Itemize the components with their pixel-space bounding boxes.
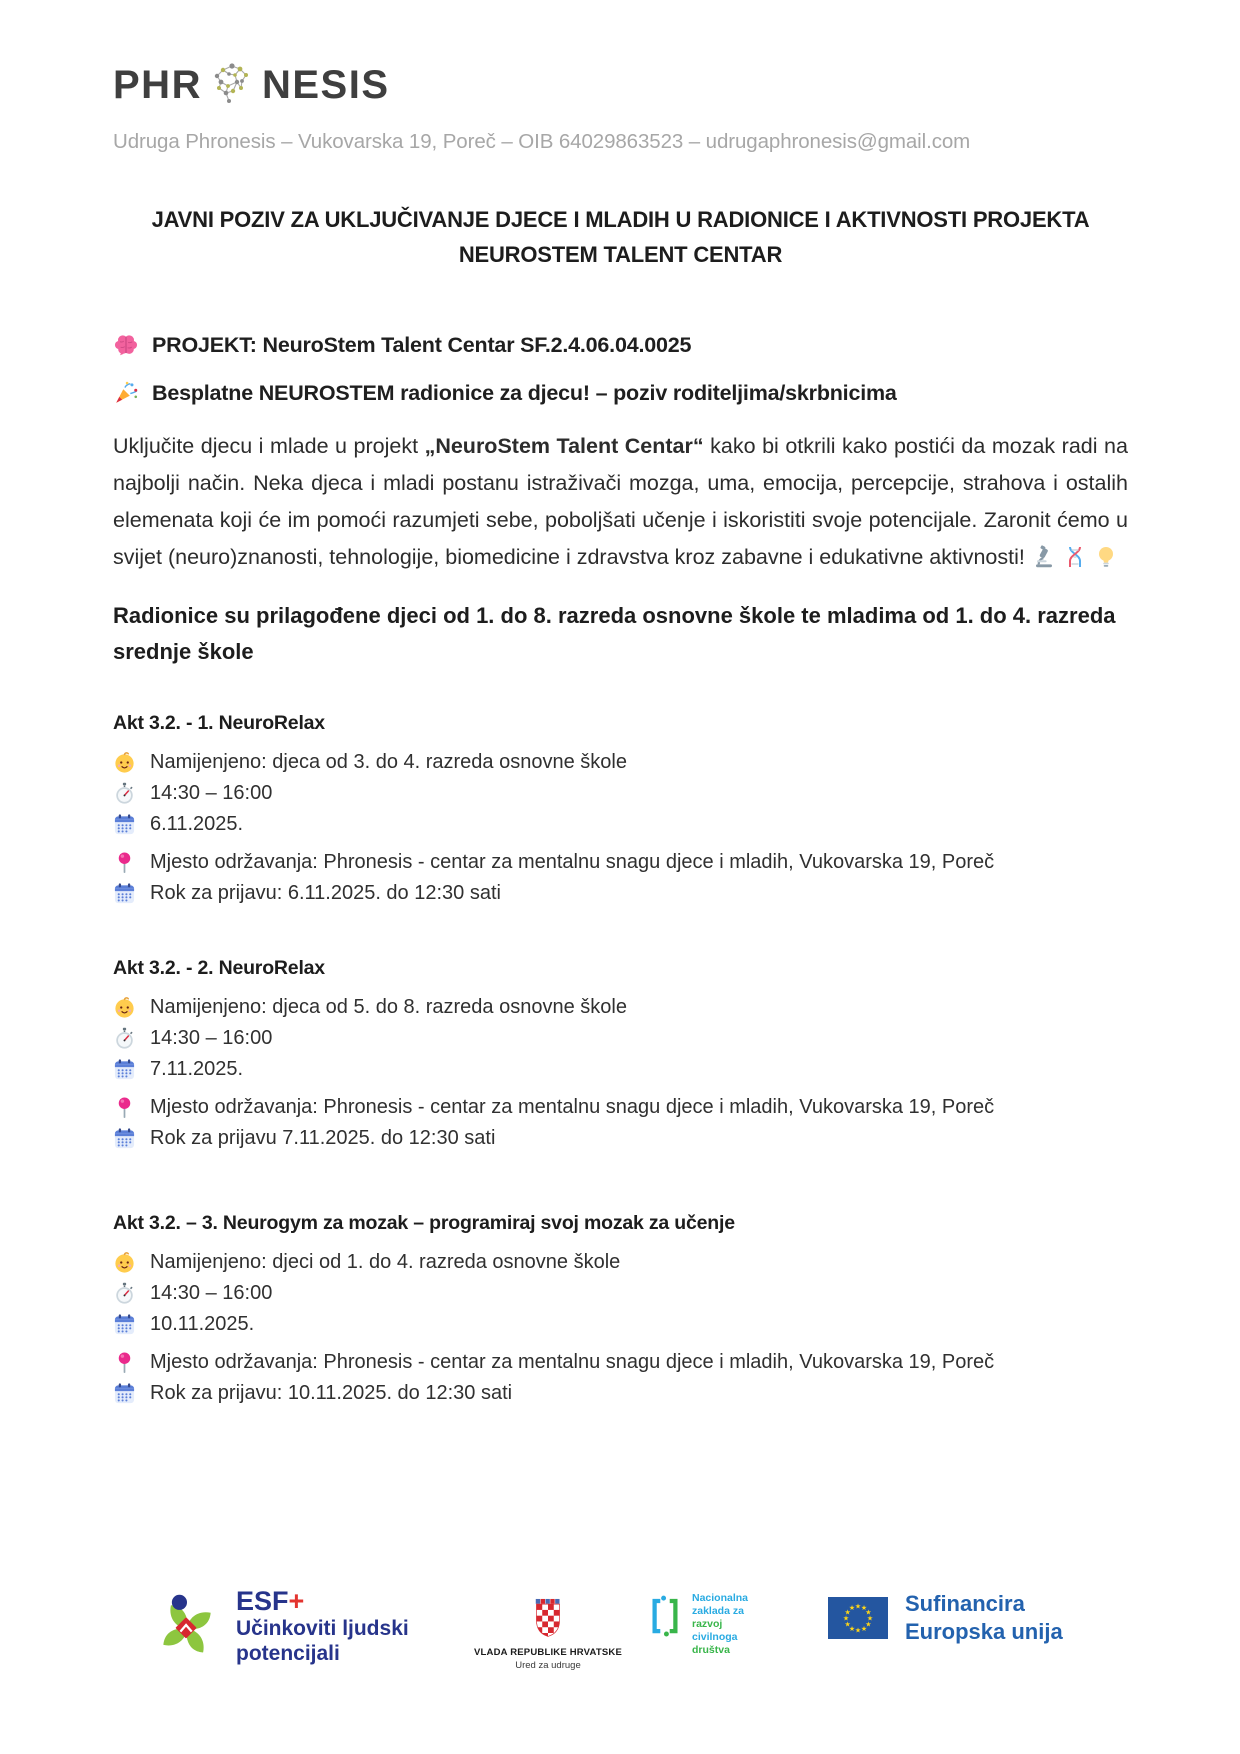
government-name: VLADA REPUBLIKE HRVATSKE <box>473 1647 622 1658</box>
activity-title: Akt 3.2. - 1. NeuroRelax <box>113 711 325 734</box>
audience-row <box>113 996 1128 1019</box>
stopwatch-icon <box>113 1027 136 1050</box>
esf-logo-block <box>152 1586 409 1666</box>
esf-tagline-2: potencijali <box>236 1642 340 1665</box>
stopwatch-icon <box>113 1282 136 1305</box>
time-text: 14:30 – 16:00 <box>150 1281 273 1304</box>
audience-text: Namijenjeno: djeca od 5. do 8. razreda osnovne škole <box>150 995 627 1018</box>
deadline-row <box>113 1382 1128 1405</box>
audience-text: Namijenjeno: djeci od 1. do 4. razreda osnovne škole <box>150 1250 621 1273</box>
time-text: 14:30 – 16:00 <box>150 781 273 804</box>
time-row <box>113 1027 1128 1050</box>
deadline-text: Rok za prijavu 7.11.2025. do 12:30 sati <box>150 1126 496 1149</box>
svg-text:★: ★ <box>854 1626 862 1635</box>
brain-icon <box>113 332 139 358</box>
round-pushpin-icon <box>113 851 136 874</box>
svg-text:★: ★ <box>854 1602 862 1611</box>
esf-letters: ESF <box>236 1586 289 1616</box>
location-text: Mjesto održavanja: Phronesis - centar za mentalnu snagu djece i mladih, Vukovarska 19, Poreč <box>150 850 995 873</box>
deadline-text: Rok za prijavu: 6.11.2025. do 12:30 sati <box>150 881 501 904</box>
deadline-row <box>113 882 1128 905</box>
svg-text:★: ★ <box>865 1608 872 1617</box>
foundation-line-1: Nacionalna <box>692 1592 749 1604</box>
eu-flag-icon <box>828 1597 888 1639</box>
foundation-line-5: društva <box>692 1644 730 1656</box>
workshops-subheading-text: Besplatne NEUROSTEM radionice za djecu! – poziv roditeljima/skrbnicima <box>152 380 897 405</box>
svg-text:★: ★ <box>842 1614 850 1623</box>
time-row <box>113 1282 1128 1305</box>
government-office: Ured za udruge <box>515 1660 581 1671</box>
foundation-logo-block <box>648 1592 748 1657</box>
esf-tagline-1: Učinkoviti ljudski <box>236 1617 409 1640</box>
croatia-coat-of-arms-icon <box>533 1598 563 1638</box>
audience-row <box>113 751 1128 774</box>
date-row <box>113 1313 1128 1336</box>
brackets-icon <box>648 1592 682 1642</box>
document-title-line2: NEUROSTEM TALENT CENTAR <box>458 242 783 267</box>
microscope-icon <box>1032 545 1056 569</box>
light-bulb-icon <box>1094 545 1118 569</box>
date-row <box>113 813 1128 836</box>
esf-plus: + <box>288 1586 305 1616</box>
document-title <box>113 202 1128 272</box>
activity-title: Akt 3.2. - 2. NeuroRelax <box>113 956 325 979</box>
stopwatch-icon <box>113 782 136 805</box>
audience-text: Namijenjeno: djeca od 3. do 4. razreda osnovne škole <box>150 750 627 773</box>
location-text: Mjesto održavanja: Phronesis - centar za mentalnu snagu djece i mladih, Vukovarska 19, Poreč <box>150 1350 995 1373</box>
date-text: 6.11.2025. <box>150 812 244 835</box>
document-title-line1: JAVNI POZIV ZA UKLJUČIVANJE DJECE I MLADIH U RADIONICE I AKTIVNOSTI PROJEKTA <box>151 207 1090 232</box>
svg-text:★: ★ <box>860 1604 868 1613</box>
deadline-row <box>113 1127 1128 1150</box>
deadline-text: Rok za prijavu: 10.11.2025. do 12:30 sati <box>150 1381 513 1404</box>
dna-icon <box>1063 545 1087 569</box>
calendar-icon <box>113 1058 136 1081</box>
baby-icon <box>113 1251 136 1274</box>
government-logo-block <box>468 1598 628 1671</box>
date-text: 10.11.2025. <box>150 1312 255 1335</box>
logo-text-end: NESIS <box>261 63 390 107</box>
svg-text:★: ★ <box>844 1620 851 1629</box>
eu-logo-block <box>828 1590 1063 1646</box>
svg-text:★: ★ <box>848 1604 856 1613</box>
eu-cofinance-line-2: Europska unija <box>905 1619 1063 1644</box>
intro-paragraph-start: Uključite djecu i mlade u projekt <box>113 434 425 458</box>
esf-acronym <box>236 1586 409 1616</box>
location-row <box>113 1351 1128 1374</box>
intro-paragraph-end: kako bi otkrili kako postići da mozak radi na najbolji način. Neka djeca i mladi postanu istraživači mozga, uma, emocija, percepcije, strahova i ostalih elemenata koji će im pomoći razumjeti sebe, poboljšati učenje i iskoristiti svoje potencijale. Zaronit ćemo u svijet (neuro)znanosti, tehnologije, biomedicine i zdravstva kroz zabavne i edukativne aktivnosti! <box>113 434 1128 569</box>
activity-section-3 <box>113 1212 1128 1405</box>
baby-icon <box>113 751 136 774</box>
round-pushpin-icon <box>113 1351 136 1374</box>
date-row <box>113 1058 1128 1081</box>
calendar-icon <box>113 1127 136 1150</box>
funding-logos-footer <box>0 1572 1240 1722</box>
calendar-icon <box>113 813 136 836</box>
svg-text:★: ★ <box>844 1608 851 1617</box>
calendar-icon <box>113 1313 136 1336</box>
audience-row <box>113 1251 1128 1274</box>
brain-network-icon <box>209 60 255 110</box>
foundation-line-3: razvoj <box>692 1618 723 1630</box>
intro-paragraph <box>113 428 1128 576</box>
phronesis-logo <box>113 60 1128 110</box>
svg-text:★: ★ <box>860 1624 868 1633</box>
calendar-icon <box>113 882 136 905</box>
org-contact-line: Udruga Phronesis – Vukovarska 19, Poreč – OIB 64029863523 – udrugaphronesis@gmail.com <box>113 130 971 153</box>
intro-paragraph-bold: „NeuroStem Talent Centar“ <box>424 434 704 458</box>
project-heading-text: PROJEKT: NeuroStem Talent Centar SF.2.4.06.04.0025 <box>152 332 692 357</box>
eu-cofinance-line-1: Sufinancira <box>905 1591 1025 1616</box>
foundation-line-4: civilnoga <box>692 1631 738 1643</box>
foundation-line-2: zaklada za <box>692 1605 744 1617</box>
workshops-subheading <box>113 380 1128 406</box>
baby-icon <box>113 996 136 1019</box>
activity-title: Akt 3.2. – 3. Neurogym za mozak – programiraj svoj mozak za učenje <box>113 1211 735 1234</box>
esf-pinwheel-icon <box>152 1591 222 1661</box>
activity-section-1 <box>113 712 1128 905</box>
location-text: Mjesto održavanja: Phronesis - centar za mentalnu snagu djece i mladih, Vukovarska 19, Poreč <box>150 1095 995 1118</box>
time-row <box>113 782 1128 805</box>
party-popper-icon <box>113 380 139 406</box>
age-range-note: Radionice su prilagođene djeci od 1. do 8. razreda osnovne škole te mladima od 1. do 4. razreda srednje škole <box>113 602 1116 664</box>
svg-text:★: ★ <box>848 1624 856 1633</box>
svg-text:★: ★ <box>866 1614 874 1623</box>
date-text: 7.11.2025. <box>150 1057 244 1080</box>
project-heading <box>113 332 1128 358</box>
activity-section-2 <box>113 957 1128 1150</box>
logo-text-start: PHR <box>113 63 202 107</box>
location-row <box>113 851 1128 874</box>
svg-text:★: ★ <box>865 1620 872 1629</box>
round-pushpin-icon <box>113 1096 136 1119</box>
location-row <box>113 1096 1128 1119</box>
time-text: 14:30 – 16:00 <box>150 1026 273 1049</box>
calendar-icon <box>113 1382 136 1405</box>
